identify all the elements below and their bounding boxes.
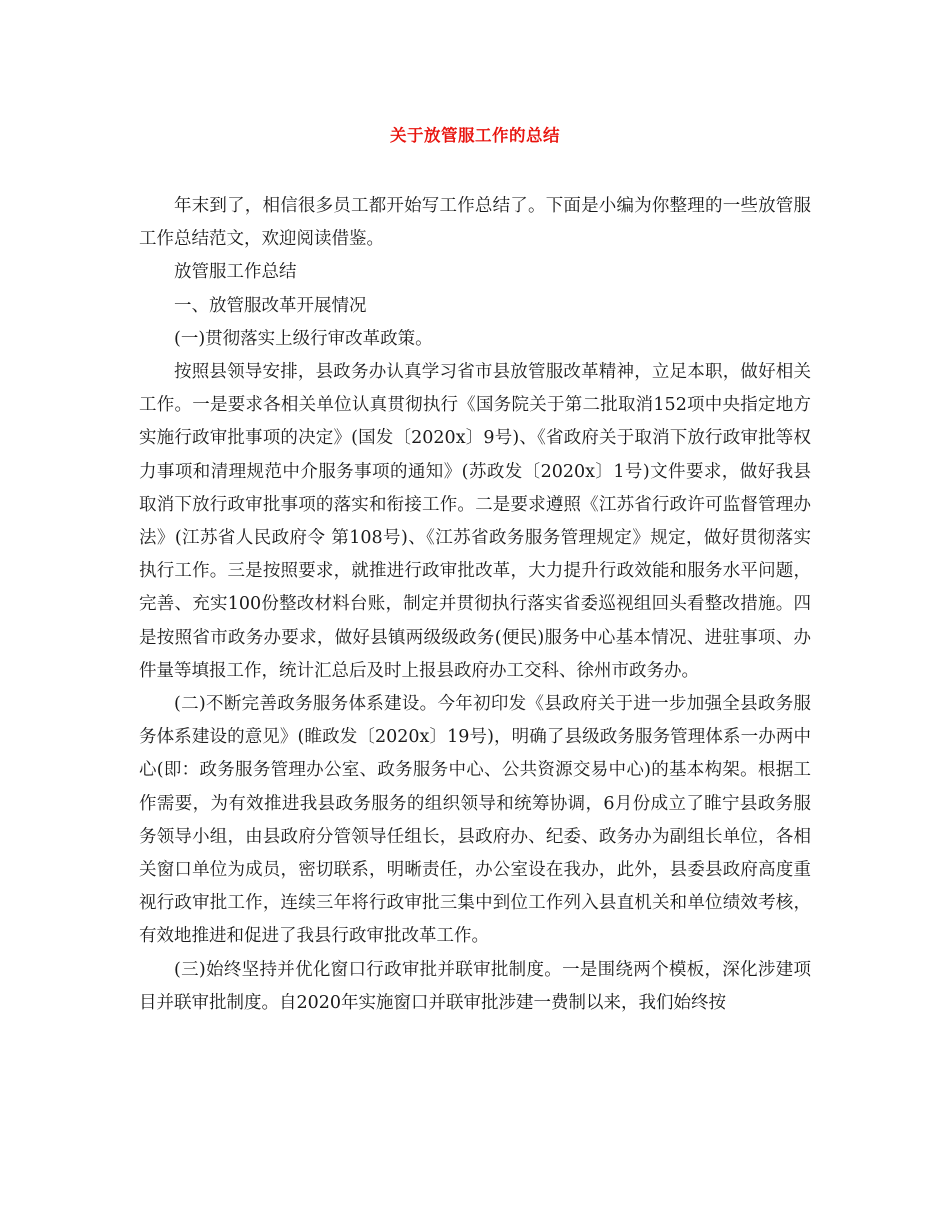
paragraph-body-1: 按照县领导安排，县政务办认真学习省市县放管服改革精神，立足本职，做好相关工作。一是要求各相关单位认真贯彻执行《国务院关于第二批取消152项中央指定地方实施行政审批事项的决定》(国发〔2020x〕9号)、《省政府关于取消下放行政审批等权力事项和清理规范中介服务事项的通知》(苏政发〔2020x〕1号)文件要求，做好我县取消下放行政审批事项的落实和衔接工作。二是要求遵照《江苏省行政许可监督管理办法》(江苏省人民政府令 第108号)、《江苏省政务服务管理规定》规定，做好贯彻落实执行工作。三是按照要求，就推进行政审批改革，大力提升行政效能和服务水平问题，完善、充实100份整改材料台账，制定并贯彻执行落实省委巡视组回头看整改措施。四是按照省市政务办要求，做好县镇两级级政务(便民)服务中心基本情况、进驻事项、办件量等填报工作，统计汇总后及时上报县政府办工交科、徐州市政务办。 <box>139 362 811 681</box>
paragraph-body-2: (二)不断完善政务服务体系建设。今年初印发《县政府关于进一步加强全县政务服务体系建设的意见》(睢政发〔2020x〕19号)，明确了县级政务服务管理体系一办两中心(即：政务服务管理办公室、政务服务中心、公共资源交易中心)的基本构架。根据工作需要，为有效推进我县政务服务的组织领导和统筹协调，6月份成立了睢宁县政务服务领导小组，由县政府分管领导任组长，县政府办、纪委、政务办为副组长单位，各相关窗口单位为成员，密切联系，明晰责任，办公室设在我办，此外，县委县政府高度重视行政审批工作，连续三年将行政审批三集中到位工作列入县直机关和单位绩效考核，有效地推进和促进了我县行政审批改革工作。 <box>139 694 811 947</box>
paragraph-section-heading: 放管服工作总结 <box>174 262 297 283</box>
paragraph-chapter-heading: 一、放管服改革开展情况 <box>174 295 367 316</box>
paragraph-body-3: (三)始终坚持并优化窗口行政审批并联审批制度。一是围绕两个模板，深化涉建项目并联审批制度。自2020年实施窗口并联审批涉建一费制以来，我们始终按 <box>139 959 811 1013</box>
document-body <box>139 190 811 1020</box>
paragraph-subheading-1: (一)贯彻落实上级行审改革政策。 <box>174 328 433 349</box>
document-title: 关于放管服工作的总结 <box>390 126 560 145</box>
paragraph-intro: 年末到了，相信很多员工都开始写工作总结了。下面是小编为你整理的一些放管服工作总结范文，欢迎阅读借鉴。 <box>139 196 811 250</box>
